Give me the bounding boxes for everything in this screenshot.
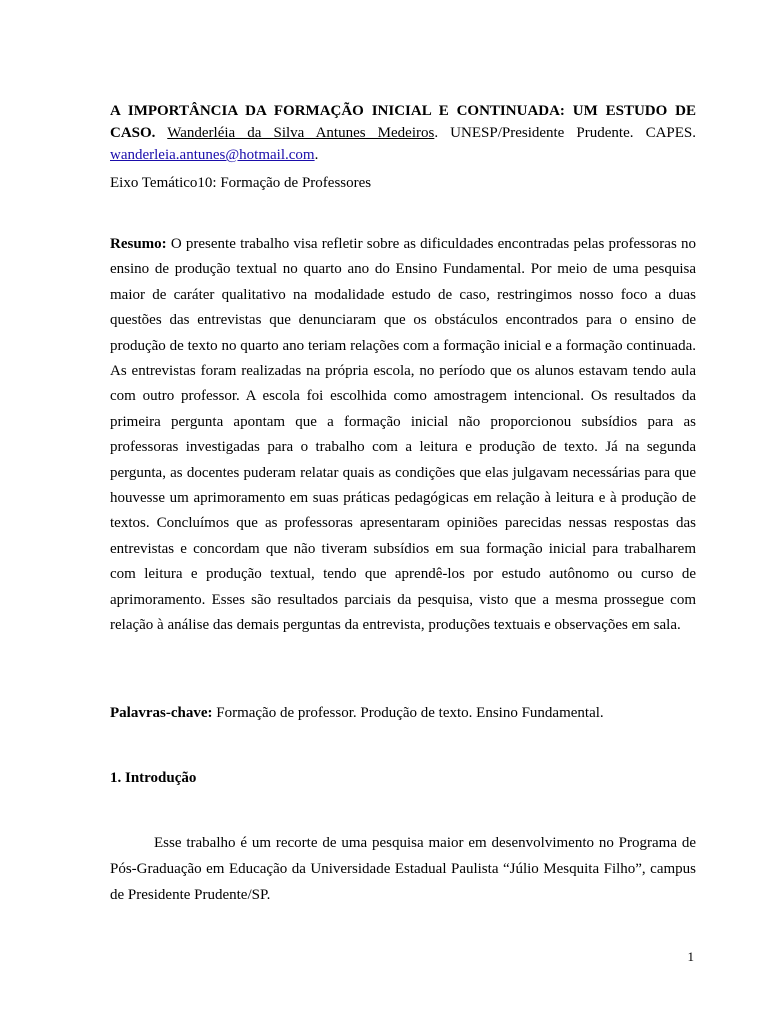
author-email-link[interactable]: wanderleia.antunes@hotmail.com — [110, 147, 315, 163]
abstract-label: Resumo: — [110, 236, 167, 252]
author-name: Wanderléia da Silva Antunes Medeiros — [167, 125, 435, 141]
page-number: 1 — [687, 949, 694, 964]
section-heading: 1. Introdução — [110, 770, 197, 786]
intro-text: Esse trabalho é um recorte de uma pesquisa maior em desenvolvimento no Programa de Pós-Graduação em Educação da Universidade Estadual Paulista “Júlio Mesquita Filho”, campus de Presidente Prudente/SP. — [110, 835, 696, 903]
paper-title: A IMPORTÂNCIA DA FORMAÇÃO INICIAL E CONTINUADA: UM ESTUDO DE CASO. — [110, 103, 696, 141]
keywords — [110, 702, 696, 724]
title-block — [110, 100, 696, 166]
thematic-axis: Eixo Temático10: Formação de Professores — [110, 175, 372, 191]
abstract — [110, 232, 696, 639]
keywords-label: Palavras-chave: — [110, 705, 213, 721]
intro-paragraph — [110, 830, 696, 908]
keywords-text: Formação de professor. Produção de texto. Ensino Fundamental. — [212, 705, 604, 721]
abstract-text: O presente trabalho visa refletir sobre as dificuldades encontradas pelas professoras no ensino de produção textual no quarto ano do Ensino Fundamental. Por meio de uma pesquisa maior de caráter qualitativo na modalidade estudo de caso, restringimos nosso foco a duas questões das entrevistas que denunciaram que os obstáculos encontrados para o ensino de produção de texto no quarto ano teriam relações com a formação inicial e a formação continuada. As entrevistas foram realizadas na própria escola, no período que os alunos estavam tendo aula com outro professor. A escola foi escolhida como amostragem intencional. Os resultados da primeira pergunta apontam que a formação inicial não proporcionou subsídios para as professoras investigadas para o trabalho com a leitura e produção de texto. Já na segunda pergunta, as docentes puderam relatar quais as condições que elas julgavam necessárias para que houvesse um aprimoramento em suas práticas pedagógicas em relação à leitura e à produção de textos. Concluímos que as professoras apresentaram opiniões parecidas nessas respostas das entrevistas e concordam que não tiveram subsídios em sua formação inicial para trabalharem com leitura e produção textual, tendo que aprendê-los por estudo autônomo ou curso de aprimoramento. Esses são resultados parciais da pesquisa, visto que a mesma prossegue com relação à análise das demais perguntas da entrevista, produções textuais e observações em sala. — [110, 236, 696, 634]
affiliation: . UNESP/Presidente Prudente. CAPES. — [434, 125, 697, 141]
email-period: . — [314, 147, 319, 163]
